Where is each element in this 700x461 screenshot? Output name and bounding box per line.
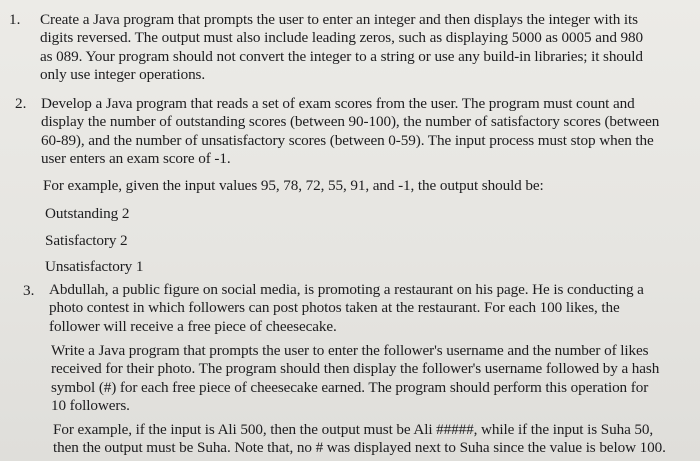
item-1-line: only use integer operations. bbox=[40, 66, 206, 84]
item-2-line: user enters an exam score of -1. bbox=[41, 150, 231, 168]
item-3-paragraph-3 bbox=[53, 421, 666, 458]
item-3-para3-line: For example, if the input is Ali 500, then the output must be Ali #####, while if the input is Suha 50, bbox=[53, 421, 654, 438]
item-1-text bbox=[40, 11, 643, 85]
item-2-example-intro: For example, given the input values 95, 78, 72, 55, 91, and -1, the output should be: bbox=[43, 177, 544, 194]
item-3-para3-line: then the output must be Suha. Note that, no # was displayed next to Suha since the value is below 100. bbox=[53, 439, 666, 457]
item-3-para2-line: received for their photo. The program should then display the follower's username followed by a hash bbox=[51, 360, 660, 378]
item-2-number: 2. bbox=[15, 95, 27, 112]
item-3-line: follower will receive a free piece of cheesecake. bbox=[49, 317, 337, 335]
item-3-number: 3. bbox=[23, 282, 35, 299]
item-1-line: digits reversed. The output must also include leading zeros, such as displaying 5000 as 0005 and 980 bbox=[40, 29, 644, 47]
item-3-text bbox=[49, 281, 644, 336]
item-3-line: Abdullah, a public figure on social media, is promoting a restaurant on his page. He is conducting a bbox=[49, 281, 644, 298]
item-3-line: photo contest in which followers can post photos taken at the restaurant. For each 100 likes, the bbox=[49, 299, 620, 317]
output-outstanding: Outstanding 2 bbox=[45, 205, 130, 222]
item-3-para2-line: 10 followers. bbox=[51, 397, 130, 415]
item-1-line: Create a Java program that prompts the user to enter an integer and then displays the integer with its bbox=[40, 11, 638, 28]
item-2-line: 60-89), and the number of unsatisfactory scores (between 0-59). The input process must stop when the bbox=[41, 131, 654, 149]
output-unsatisfactory: Unsatisfactory 1 bbox=[45, 258, 144, 275]
item-1-number: 1. bbox=[9, 11, 21, 28]
item-2-line: display the number of outstanding scores (between 90-100), the number of satisfactory scores (between bbox=[41, 113, 660, 131]
item-3-para2-line: Write a Java program that prompts the user to enter the follower's username and the number of likes bbox=[51, 342, 649, 359]
item-2-line: Develop a Java program that reads a set of exam scores from the user. The program must count and bbox=[41, 95, 635, 112]
item-2-text bbox=[41, 95, 659, 169]
item-3-para2-line: symbol (#) for each free piece of cheesecake earned. The program should perform this operation for bbox=[51, 378, 649, 396]
output-satisfactory: Satisfactory 2 bbox=[45, 232, 128, 249]
item-1-line: as 089. Your program should not convert the integer to a string or use any build-in libraries; it should bbox=[40, 47, 643, 65]
item-3-paragraph-2 bbox=[51, 342, 659, 416]
